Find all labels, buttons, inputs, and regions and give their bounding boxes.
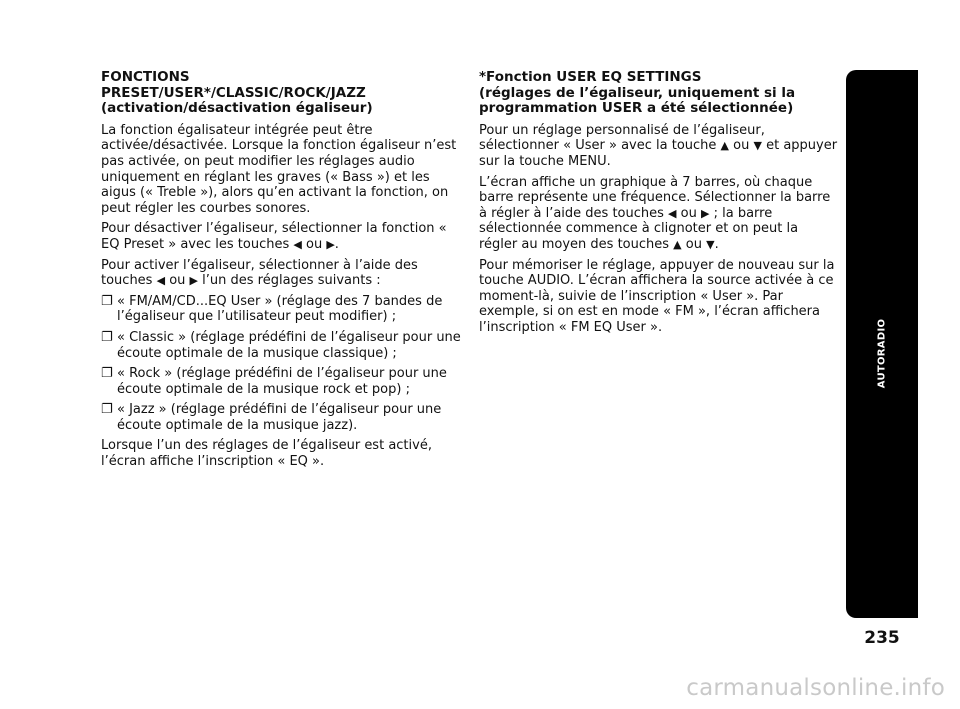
heading-line: FONCTIONS: [101, 69, 190, 85]
heading-line: (activation/désactivation égaliseur): [101, 100, 373, 117]
paragraph-text: et appuyer sur la touche MENU.: [479, 138, 838, 169]
paragraph-bar-graph: [479, 175, 839, 253]
paragraph-text: ou: [305, 236, 323, 252]
list-item-text: « Classic » (réglage prédéfini de l’égaliseur pour une écoute optimale de la musique classique) ;: [117, 329, 461, 361]
heading-line: *Fonction USER EQ SETTINGS: [479, 69, 702, 85]
watermark: carmanualsonline.info: [686, 675, 945, 701]
section-heading-user-eq-settings: [479, 70, 839, 117]
list-item-text: « Jazz » (réglage prédéfini de l’égaliseur pour une écoute optimale de la musique jazz).: [117, 402, 442, 433]
arrow-left-icon: ◀: [156, 274, 166, 288]
list-item-text: « FM/AM/CD...EQ User » (réglage des 7 bandes de l’égaliseur que l’utilisateur peut modifier) ;: [117, 293, 443, 325]
list-item: [101, 294, 463, 325]
checkbox-bullet-icon: ❐: [101, 293, 113, 309]
arrow-up-icon: ▲: [720, 139, 730, 153]
arrow-right-icon: ▶: [701, 206, 710, 220]
page-number: 235: [864, 628, 900, 648]
paragraph-text: Pour activer l’égaliseur, sélectionner à l’aide des touches: [101, 257, 418, 289]
paragraph-text: Pour désactiver l’égaliseur, sélectionner la fonction « EQ Preset » avec les touches: [101, 221, 447, 252]
arrow-left-icon: ◀: [668, 206, 677, 220]
checkbox-bullet-icon: ❐: [101, 329, 113, 345]
paragraph-text: l’un des réglages suivants :: [202, 273, 381, 289]
equalizer-presets-list: [101, 294, 463, 434]
paragraph-text: L’écran affiche un graphique à 7 barres, où chaque barre représente une fréquence. Sélectionner la barre à régler à l’aide des touches: [479, 174, 831, 221]
paragraph-text: ou: [733, 138, 750, 154]
checkbox-bullet-icon: ❐: [101, 402, 113, 418]
heading-line: programmation USER a été sélectionnée): [479, 100, 794, 117]
left-column: [101, 70, 463, 475]
paragraph-eq-indicator: Lorsque l’un des réglages de l’égaliseur est activé, l’écran affiche l’inscription « EQ ».: [101, 438, 432, 470]
section-tab-text: AUTORADIO: [876, 318, 888, 388]
paragraph-text: Pour un réglage personnalisé de l’égaliseur, sélectionner « User » avec la touche: [479, 122, 765, 154]
arrow-up-icon: ▲: [673, 237, 682, 251]
paragraph-text: ou: [680, 205, 697, 221]
list-item-text: « Rock » (réglage prédéfini de l’égaliseur pour une écoute optimale de la musique rock et pop) ;: [117, 366, 447, 397]
arrow-left-icon: ◀: [293, 237, 302, 251]
heading-line: PRESET/USER*/CLASSIC/ROCK/JAZZ: [101, 84, 366, 101]
paragraph-text: ou: [169, 273, 186, 289]
paragraph-text: ou: [685, 236, 702, 252]
section-tab-label: [854, 318, 910, 388]
heading-line: (réglages de l’égaliseur, uniquement si la: [479, 84, 796, 101]
arrow-down-icon: ▼: [706, 237, 715, 251]
paragraph-text: .: [714, 236, 719, 252]
paragraph-text: .: [334, 236, 339, 252]
paragraph-equalizer-intro: La fonction égalisateur intégrée peut être activée/désactivée. Lorsque la fonction égaliseur n’est pas activée, on peut modifier les réglages audio uniquement en réglant les graves (« Bass ») et les aigus (« Treble »), alors qu’en activant la fonction, on peut régler les courbes sonores.: [101, 122, 457, 216]
paragraph-deactivate-equalizer: [101, 221, 463, 252]
paragraph-activate-equalizer: [101, 258, 463, 289]
list-item: [101, 402, 463, 433]
checkbox-bullet-icon: ❐: [101, 366, 113, 382]
arrow-down-icon: ▼: [753, 139, 762, 153]
paragraph-custom-setting: [479, 123, 839, 170]
list-item: [101, 366, 463, 397]
arrow-right-icon: ▶: [326, 237, 335, 251]
section-heading-equalizer-functions: [101, 70, 463, 117]
paragraph-text: ; la barre sélectionnée commence à clignoter et on peut la régler au moyen des touches: [479, 205, 799, 252]
arrow-right-icon: ▶: [189, 274, 199, 288]
paragraph-save-setting: Pour mémoriser le réglage, appuyer de nouveau sur la touche AUDIO. L’écran affichera la source activée à ce moment-là, suivie de l’inscription « User ». Par exemple, si on est en mode « FM », l’écran affichera l’inscription « FM EQ User ».: [479, 257, 835, 335]
right-column: [479, 70, 839, 341]
list-item: [101, 330, 463, 361]
